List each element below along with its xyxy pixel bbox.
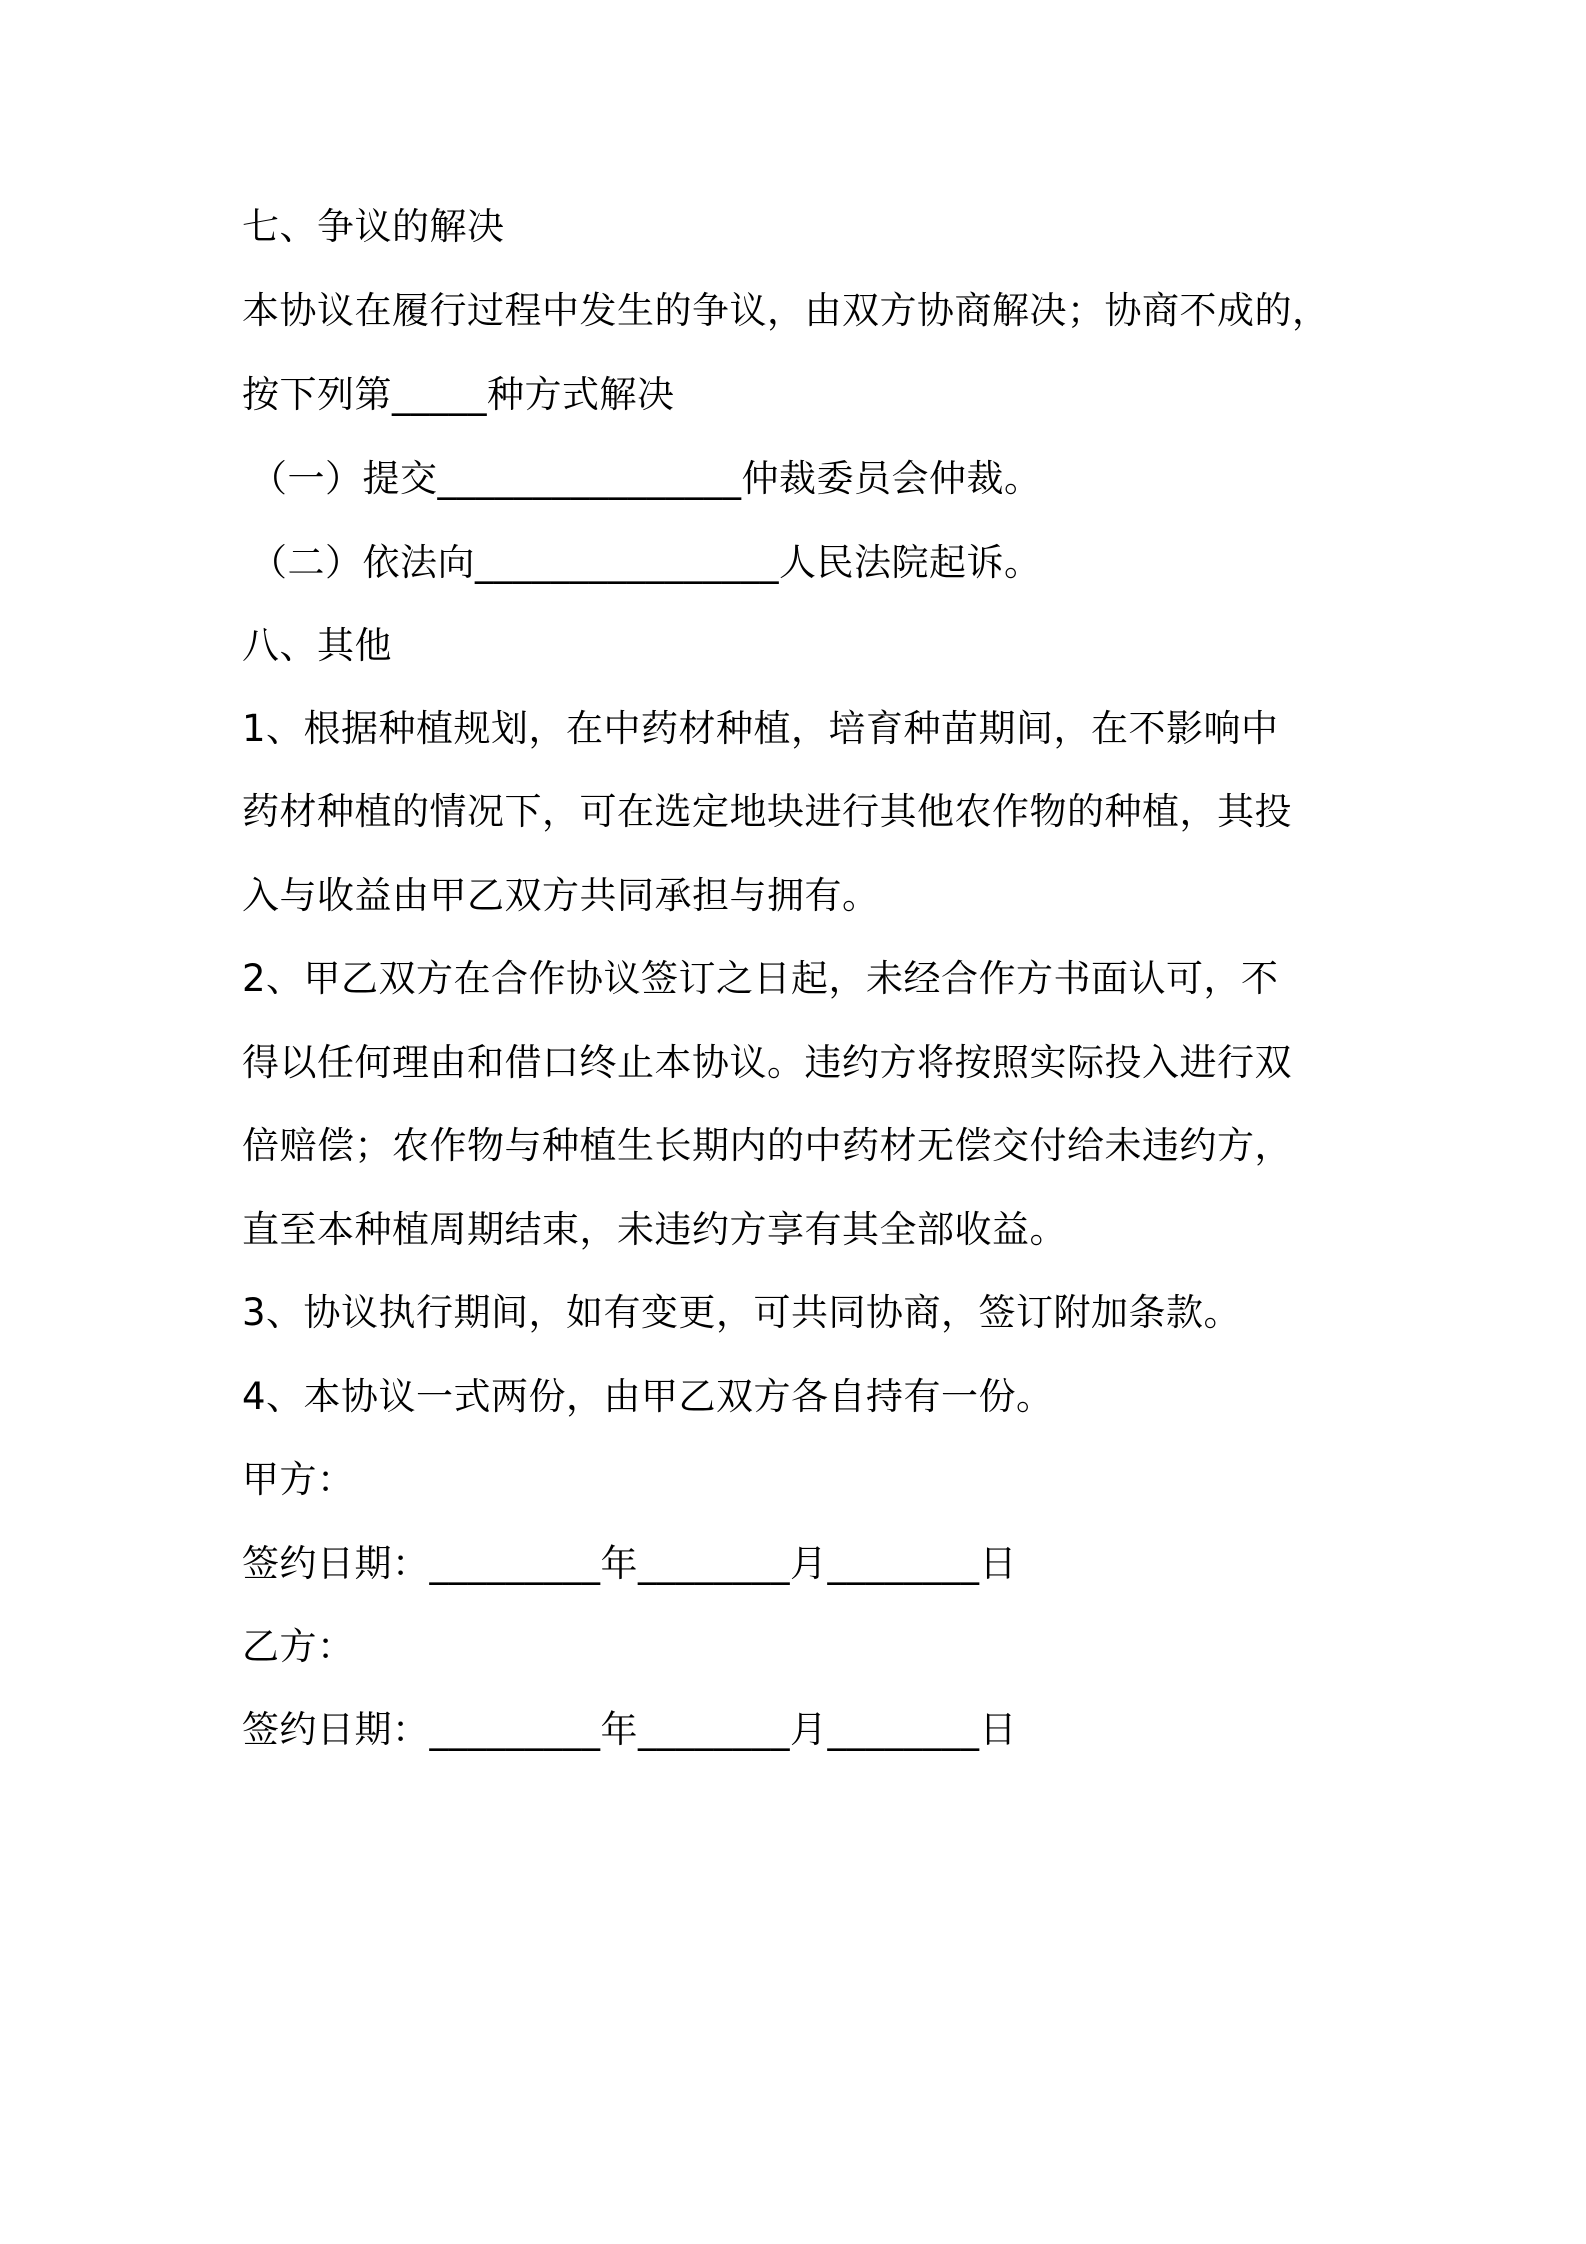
- item-1-line-3: 入与收益由甲乙双方共同承担与拥有。: [242, 874, 880, 917]
- party-a-label: 甲方：: [242, 1458, 355, 1501]
- party-b-label: 乙方：: [242, 1625, 355, 1668]
- section-7-paragraph-line-2: 按下列第_____种方式解决: [242, 373, 675, 416]
- item-2-line-3: 倍赔偿；农作物与种植生长期内的中药材无偿交付给未违约方，: [242, 1124, 1292, 1167]
- party-a-signing-date: 签约日期：_________年________月________日: [242, 1542, 1017, 1585]
- item-2-line-1: 2、甲乙双方在合作协议签订之日起，未经合作方书面认可，不: [242, 957, 1279, 1000]
- item-3: 3、协议执行期间，如有变更，可共同协商，签订附加条款。: [242, 1291, 1242, 1334]
- item-2-line-2: 得以任何理由和借口终止本协议。违约方将按照实际投入进行双: [242, 1041, 1292, 1084]
- section-7-paragraph-line-1: 本协议在履行过程中发生的争议，由双方协商解决；协商不成的，: [242, 289, 1330, 332]
- section-8-heading: 八、其他: [242, 624, 392, 667]
- item-2-line-4: 直至本种植周期结束，未违约方享有其全部收益。: [242, 1208, 1067, 1251]
- item-4: 4、本协议一式两份，由甲乙双方各自持有一份。: [242, 1375, 1054, 1418]
- party-b-signing-date: 签约日期：_________年________月________日: [242, 1708, 1017, 1751]
- court-option: （二）依法向________________人民法院起诉。: [250, 541, 1042, 584]
- section-7-heading: 七、争议的解决: [242, 205, 505, 248]
- item-1-line-1: 1、根据种植规划，在中药材种植，培育种苗期间，在不影响中: [242, 707, 1279, 750]
- arbitration-option: （一）提交________________仲裁委员会仲裁。: [250, 457, 1042, 500]
- item-1-line-2: 药材种植的情况下，可在选定地块进行其他农作物的种植，其投: [242, 790, 1292, 833]
